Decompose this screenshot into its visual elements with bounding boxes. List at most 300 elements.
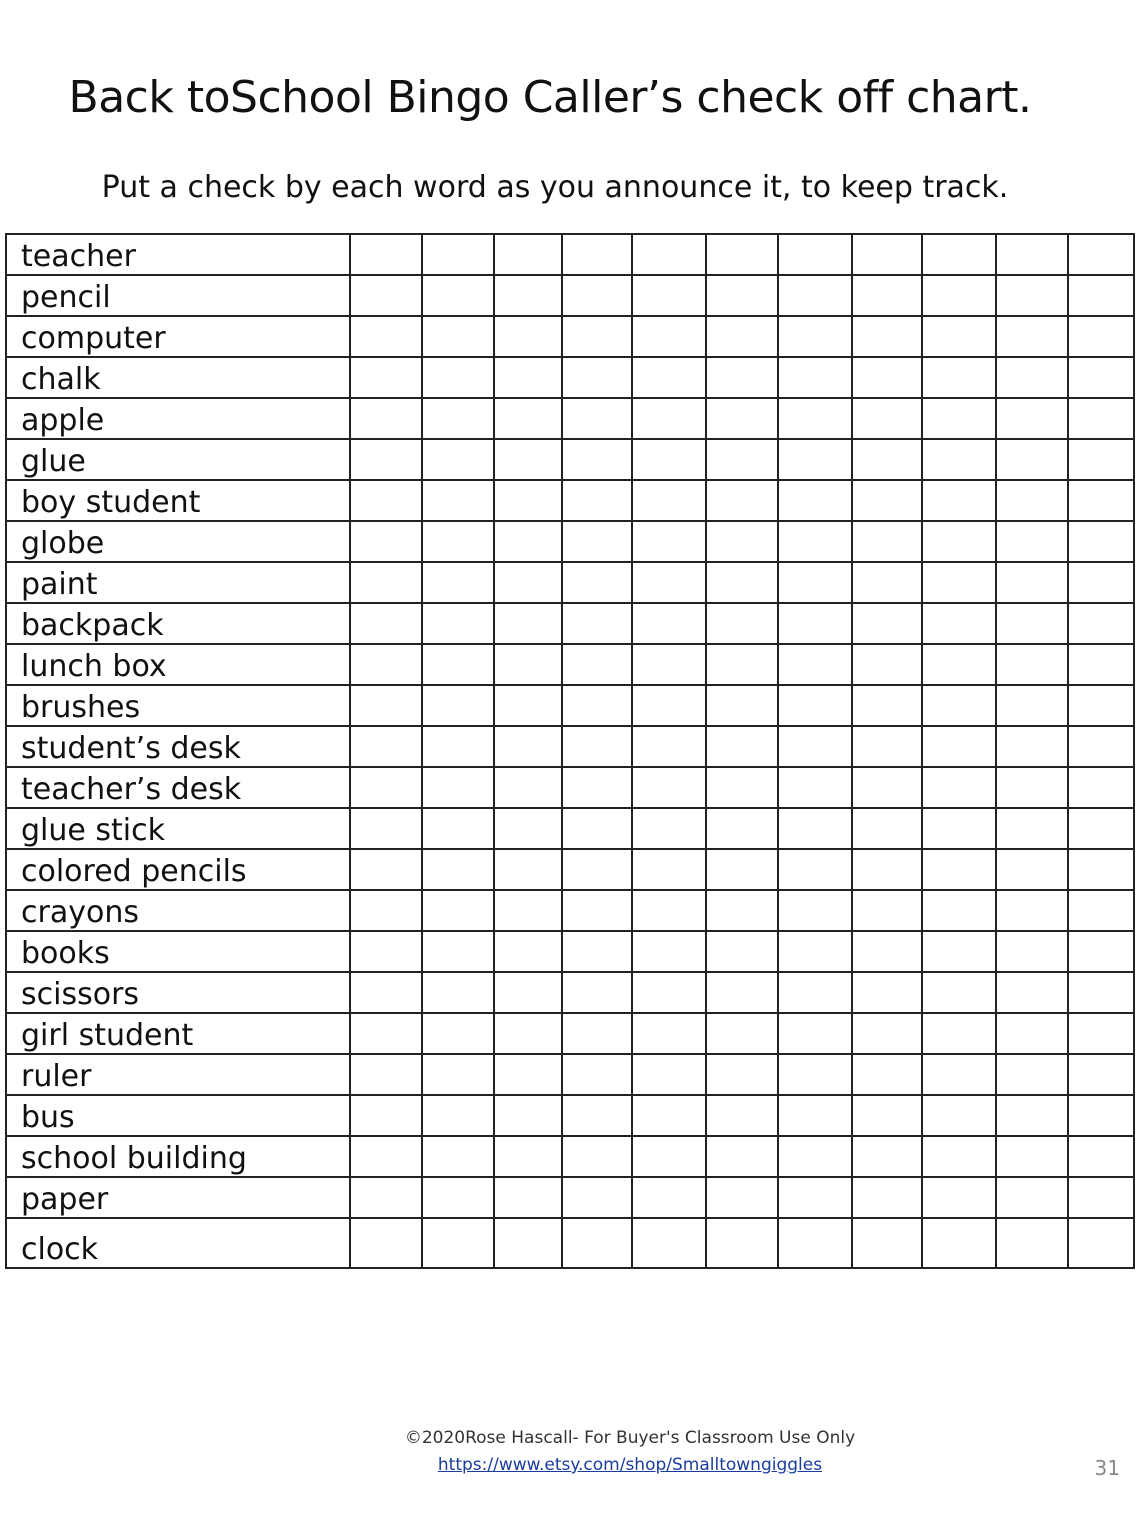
check-cell[interactable] (350, 685, 422, 726)
check-cell[interactable] (852, 685, 922, 726)
check-cell[interactable] (706, 685, 778, 726)
check-cell[interactable] (350, 931, 422, 972)
check-cell[interactable] (562, 931, 632, 972)
check-cell[interactable] (706, 767, 778, 808)
check-cell[interactable] (852, 767, 922, 808)
check-cell[interactable] (632, 480, 706, 521)
check-cell[interactable] (922, 1218, 996, 1268)
check-cell[interactable] (494, 644, 562, 685)
check-cell[interactable] (632, 972, 706, 1013)
check-cell[interactable] (562, 357, 632, 398)
check-cell[interactable] (422, 521, 494, 562)
check-cell[interactable] (852, 931, 922, 972)
check-cell[interactable] (922, 1095, 996, 1136)
check-cell[interactable] (706, 644, 778, 685)
check-cell[interactable] (922, 890, 996, 931)
check-cell[interactable] (494, 1177, 562, 1218)
check-cell[interactable] (778, 1054, 852, 1095)
check-cell[interactable] (996, 849, 1068, 890)
check-cell[interactable] (706, 398, 778, 439)
check-cell[interactable] (852, 1013, 922, 1054)
check-cell[interactable] (1068, 644, 1134, 685)
check-cell[interactable] (494, 275, 562, 316)
check-cell[interactable] (632, 275, 706, 316)
check-cell[interactable] (996, 234, 1068, 275)
check-cell[interactable] (422, 1136, 494, 1177)
check-cell[interactable] (494, 439, 562, 480)
check-cell[interactable] (562, 890, 632, 931)
check-cell[interactable] (350, 1218, 422, 1268)
check-cell[interactable] (922, 972, 996, 1013)
check-cell[interactable] (996, 1136, 1068, 1177)
check-cell[interactable] (922, 439, 996, 480)
check-cell[interactable] (350, 644, 422, 685)
check-cell[interactable] (1068, 931, 1134, 972)
check-cell[interactable] (852, 439, 922, 480)
check-cell[interactable] (996, 808, 1068, 849)
check-cell[interactable] (922, 1136, 996, 1177)
check-cell[interactable] (996, 439, 1068, 480)
check-cell[interactable] (632, 685, 706, 726)
check-cell[interactable] (632, 931, 706, 972)
check-cell[interactable] (922, 234, 996, 275)
check-cell[interactable] (562, 972, 632, 1013)
check-cell[interactable] (562, 808, 632, 849)
check-cell[interactable] (422, 808, 494, 849)
check-cell[interactable] (778, 562, 852, 603)
check-cell[interactable] (922, 521, 996, 562)
chart-row (6, 316, 1134, 357)
check-cell[interactable] (922, 767, 996, 808)
check-cell[interactable] (852, 1054, 922, 1095)
check-cell[interactable] (1068, 562, 1134, 603)
check-cell[interactable] (350, 1136, 422, 1177)
check-cell[interactable] (632, 1136, 706, 1177)
check-cell[interactable] (422, 685, 494, 726)
check-cell[interactable] (350, 1054, 422, 1095)
check-cell[interactable] (852, 234, 922, 275)
check-cell[interactable] (422, 603, 494, 644)
check-cell[interactable] (632, 357, 706, 398)
check-cell[interactable] (350, 1013, 422, 1054)
check-cell[interactable] (1068, 1177, 1134, 1218)
check-cell[interactable] (422, 480, 494, 521)
check-cell[interactable] (350, 439, 422, 480)
check-cell[interactable] (562, 562, 632, 603)
check-cell[interactable] (922, 480, 996, 521)
check-cell[interactable] (1068, 357, 1134, 398)
shop-link[interactable]: https://www.etsy.com/shop/Smalltowngiggles (437, 1455, 823, 1475)
check-cell[interactable] (494, 316, 562, 357)
check-cell[interactable] (494, 890, 562, 931)
check-cell[interactable] (706, 439, 778, 480)
check-cell[interactable] (422, 398, 494, 439)
chart-row (6, 1054, 1134, 1095)
check-cell[interactable] (706, 931, 778, 972)
check-cell[interactable] (422, 972, 494, 1013)
word-label: paint (6, 562, 350, 603)
check-cell[interactable] (778, 603, 852, 644)
check-cell[interactable] (494, 1095, 562, 1136)
chart-row (6, 1013, 1134, 1054)
check-cell[interactable] (922, 398, 996, 439)
check-cell[interactable] (632, 1095, 706, 1136)
check-cell[interactable] (562, 521, 632, 562)
check-cell[interactable] (922, 1013, 996, 1054)
check-cell[interactable] (350, 1095, 422, 1136)
chart-row (6, 685, 1134, 726)
check-cell[interactable] (706, 316, 778, 357)
check-cell[interactable] (996, 972, 1068, 1013)
check-cell[interactable] (494, 234, 562, 275)
check-cell[interactable] (778, 357, 852, 398)
check-cell[interactable] (422, 1177, 494, 1218)
check-cell[interactable] (706, 808, 778, 849)
word-label: bus (6, 1095, 350, 1136)
check-cell[interactable] (422, 890, 494, 931)
check-cell[interactable] (562, 439, 632, 480)
check-cell[interactable] (350, 275, 422, 316)
check-cell[interactable] (778, 890, 852, 931)
check-cell[interactable] (778, 1136, 852, 1177)
word-label: student’s desk (6, 726, 350, 767)
check-cell[interactable] (852, 1177, 922, 1218)
check-cell[interactable] (778, 767, 852, 808)
check-cell[interactable] (852, 521, 922, 562)
check-cell[interactable] (632, 726, 706, 767)
check-cell[interactable] (852, 480, 922, 521)
check-cell[interactable] (494, 726, 562, 767)
check-cell[interactable] (922, 849, 996, 890)
check-cell[interactable] (922, 726, 996, 767)
check-cell[interactable] (562, 316, 632, 357)
check-cell[interactable] (922, 275, 996, 316)
check-cell[interactable] (562, 603, 632, 644)
check-cell[interactable] (706, 357, 778, 398)
check-cell[interactable] (562, 1218, 632, 1268)
check-cell[interactable] (632, 1013, 706, 1054)
check-cell[interactable] (562, 685, 632, 726)
check-cell[interactable] (632, 603, 706, 644)
check-cell[interactable] (494, 972, 562, 1013)
check-cell[interactable] (494, 562, 562, 603)
check-cell[interactable] (632, 644, 706, 685)
check-cell[interactable] (422, 357, 494, 398)
check-cell[interactable] (562, 1095, 632, 1136)
check-cell[interactable] (996, 890, 1068, 931)
check-cell[interactable] (1068, 767, 1134, 808)
check-cell[interactable] (706, 603, 778, 644)
check-cell[interactable] (996, 1013, 1068, 1054)
check-cell[interactable] (1068, 480, 1134, 521)
check-cell[interactable] (562, 644, 632, 685)
check-cell[interactable] (996, 603, 1068, 644)
check-cell[interactable] (350, 808, 422, 849)
check-cell[interactable] (1068, 316, 1134, 357)
check-cell[interactable] (632, 1218, 706, 1268)
check-cell[interactable] (706, 275, 778, 316)
check-cell[interactable] (996, 562, 1068, 603)
check-cell[interactable] (922, 316, 996, 357)
check-cell[interactable] (778, 398, 852, 439)
check-cell[interactable] (1068, 1136, 1134, 1177)
check-cell[interactable] (852, 808, 922, 849)
check-cell[interactable] (422, 1218, 494, 1268)
instructions: Put a check by each word as you announce it, to keep track. (101, 170, 1009, 205)
check-cell[interactable] (778, 931, 852, 972)
check-cell[interactable] (706, 562, 778, 603)
check-cell[interactable] (778, 849, 852, 890)
check-cell[interactable] (632, 890, 706, 931)
check-cell[interactable] (494, 767, 562, 808)
check-cell[interactable] (996, 275, 1068, 316)
check-cell[interactable] (350, 480, 422, 521)
check-cell[interactable] (852, 357, 922, 398)
check-cell[interactable] (494, 521, 562, 562)
check-cell[interactable] (778, 972, 852, 1013)
check-cell[interactable] (706, 972, 778, 1013)
check-cell[interactable] (632, 316, 706, 357)
check-cell[interactable] (706, 1054, 778, 1095)
chart-row (6, 1136, 1134, 1177)
check-cell[interactable] (706, 1177, 778, 1218)
check-cell[interactable] (494, 1136, 562, 1177)
check-cell[interactable] (706, 1013, 778, 1054)
check-cell[interactable] (852, 726, 922, 767)
check-cell[interactable] (350, 603, 422, 644)
check-cell[interactable] (1068, 1095, 1134, 1136)
check-cell[interactable] (706, 726, 778, 767)
check-cell[interactable] (422, 931, 494, 972)
check-cell[interactable] (996, 398, 1068, 439)
check-cell[interactable] (632, 439, 706, 480)
check-cell[interactable] (922, 562, 996, 603)
check-cell[interactable] (1068, 603, 1134, 644)
check-cell[interactable] (494, 480, 562, 521)
check-cell[interactable] (852, 849, 922, 890)
check-cell[interactable] (422, 767, 494, 808)
check-cell[interactable] (632, 1054, 706, 1095)
check-cell[interactable] (1068, 234, 1134, 275)
check-cell[interactable] (996, 316, 1068, 357)
check-cell[interactable] (494, 808, 562, 849)
check-cell[interactable] (422, 234, 494, 275)
check-cell[interactable] (494, 603, 562, 644)
check-cell[interactable] (1068, 1054, 1134, 1095)
check-cell[interactable] (1068, 275, 1134, 316)
word-label: school building (6, 1136, 350, 1177)
chart-row (6, 398, 1134, 439)
chart-row (6, 1095, 1134, 1136)
check-cell[interactable] (494, 398, 562, 439)
check-cell[interactable] (996, 931, 1068, 972)
check-cell[interactable] (632, 1177, 706, 1218)
check-cell[interactable] (632, 398, 706, 439)
check-cell[interactable] (632, 562, 706, 603)
check-cell[interactable] (922, 1054, 996, 1095)
check-cell[interactable] (922, 931, 996, 972)
check-cell[interactable] (778, 439, 852, 480)
check-cell[interactable] (350, 398, 422, 439)
check-cell[interactable] (852, 644, 922, 685)
check-cell[interactable] (494, 1013, 562, 1054)
check-cell[interactable] (350, 357, 422, 398)
check-cell[interactable] (562, 849, 632, 890)
check-cell[interactable] (778, 1013, 852, 1054)
check-cell[interactable] (852, 316, 922, 357)
check-cell[interactable] (494, 1218, 562, 1268)
check-cell[interactable] (350, 890, 422, 931)
check-cell[interactable] (562, 767, 632, 808)
chart-row (6, 562, 1134, 603)
word-label: scissors (6, 972, 350, 1013)
check-cell[interactable] (1068, 398, 1134, 439)
check-cell[interactable] (996, 644, 1068, 685)
check-cell[interactable] (996, 685, 1068, 726)
check-cell[interactable] (422, 1013, 494, 1054)
chart-row (6, 234, 1134, 275)
check-cell[interactable] (422, 1054, 494, 1095)
check-cell[interactable] (706, 234, 778, 275)
check-cell[interactable] (562, 1177, 632, 1218)
check-cell[interactable] (562, 275, 632, 316)
check-cell[interactable] (1068, 808, 1134, 849)
check-cell[interactable] (996, 1054, 1068, 1095)
check-cell[interactable] (996, 1218, 1068, 1268)
check-cell[interactable] (852, 1136, 922, 1177)
check-cell[interactable] (922, 1177, 996, 1218)
check-cell[interactable] (350, 1177, 422, 1218)
check-cell[interactable] (852, 972, 922, 1013)
check-cell[interactable] (1068, 521, 1134, 562)
check-cell[interactable] (706, 480, 778, 521)
chart-row (6, 439, 1134, 480)
chart-row (6, 357, 1134, 398)
check-cell[interactable] (706, 1218, 778, 1268)
check-cell[interactable] (852, 275, 922, 316)
check-cell[interactable] (422, 439, 494, 480)
word-label: apple (6, 398, 350, 439)
check-cell[interactable] (562, 398, 632, 439)
check-cell[interactable] (778, 480, 852, 521)
check-cell[interactable] (778, 1095, 852, 1136)
check-cell[interactable] (1068, 972, 1134, 1013)
check-cell[interactable] (562, 1136, 632, 1177)
check-cell[interactable] (778, 1218, 852, 1268)
check-cell[interactable] (852, 1095, 922, 1136)
check-cell[interactable] (350, 972, 422, 1013)
check-cell[interactable] (350, 767, 422, 808)
check-cell[interactable] (422, 562, 494, 603)
check-cell[interactable] (562, 234, 632, 275)
check-cell[interactable] (996, 521, 1068, 562)
check-cell[interactable] (706, 1136, 778, 1177)
check-cell[interactable] (494, 357, 562, 398)
check-cell[interactable] (852, 398, 922, 439)
check-cell[interactable] (562, 726, 632, 767)
check-cell[interactable] (422, 849, 494, 890)
check-cell[interactable] (706, 521, 778, 562)
check-cell[interactable] (562, 1054, 632, 1095)
check-cell[interactable] (706, 890, 778, 931)
check-cell[interactable] (922, 808, 996, 849)
check-cell[interactable] (996, 1095, 1068, 1136)
check-cell[interactable] (562, 480, 632, 521)
check-cell[interactable] (350, 521, 422, 562)
check-cell[interactable] (996, 1177, 1068, 1218)
check-cell[interactable] (996, 767, 1068, 808)
check-cell[interactable] (852, 603, 922, 644)
check-cell[interactable] (350, 234, 422, 275)
check-cell[interactable] (494, 931, 562, 972)
check-cell[interactable] (996, 357, 1068, 398)
check-cell[interactable] (1068, 1013, 1134, 1054)
check-cell[interactable] (632, 521, 706, 562)
check-cell[interactable] (778, 521, 852, 562)
check-cell[interactable] (922, 644, 996, 685)
word-label: colored pencils (6, 849, 350, 890)
check-cell[interactable] (778, 808, 852, 849)
check-cell[interactable] (562, 1013, 632, 1054)
check-cell[interactable] (422, 1095, 494, 1136)
check-cell[interactable] (1068, 439, 1134, 480)
check-cell[interactable] (350, 726, 422, 767)
check-cell[interactable] (350, 316, 422, 357)
check-cell[interactable] (1068, 890, 1134, 931)
check-cell[interactable] (632, 767, 706, 808)
check-cell[interactable] (1068, 726, 1134, 767)
check-cell[interactable] (852, 1218, 922, 1268)
check-cell[interactable] (494, 1054, 562, 1095)
check-cell[interactable] (1068, 685, 1134, 726)
check-cell[interactable] (1068, 1218, 1134, 1268)
word-label: girl student (6, 1013, 350, 1054)
check-cell[interactable] (706, 849, 778, 890)
page-title: Back toSchool Bingo Caller’s check off chart. (68, 72, 1032, 123)
check-cell[interactable] (852, 562, 922, 603)
check-cell[interactable] (422, 726, 494, 767)
word-label: books (6, 931, 350, 972)
word-label: brushes (6, 685, 350, 726)
check-cell[interactable] (350, 849, 422, 890)
check-cell[interactable] (350, 562, 422, 603)
check-cell[interactable] (778, 726, 852, 767)
check-cell[interactable] (778, 234, 852, 275)
check-cell[interactable] (778, 685, 852, 726)
check-cell[interactable] (422, 644, 494, 685)
check-cell[interactable] (632, 234, 706, 275)
check-cell[interactable] (852, 890, 922, 931)
check-cell[interactable] (996, 726, 1068, 767)
check-cell[interactable] (778, 644, 852, 685)
check-cell[interactable] (996, 480, 1068, 521)
check-cell[interactable] (632, 849, 706, 890)
check-cell[interactable] (778, 1177, 852, 1218)
check-cell[interactable] (422, 316, 494, 357)
check-cell[interactable] (922, 357, 996, 398)
check-cell[interactable] (494, 685, 562, 726)
check-cell[interactable] (632, 808, 706, 849)
check-cell[interactable] (1068, 849, 1134, 890)
check-cell[interactable] (706, 1095, 778, 1136)
chart-row (6, 849, 1134, 890)
check-cell[interactable] (494, 849, 562, 890)
check-cell[interactable] (422, 275, 494, 316)
check-cell[interactable] (778, 316, 852, 357)
check-cell[interactable] (922, 685, 996, 726)
check-cell[interactable] (922, 603, 996, 644)
check-cell[interactable] (778, 275, 852, 316)
